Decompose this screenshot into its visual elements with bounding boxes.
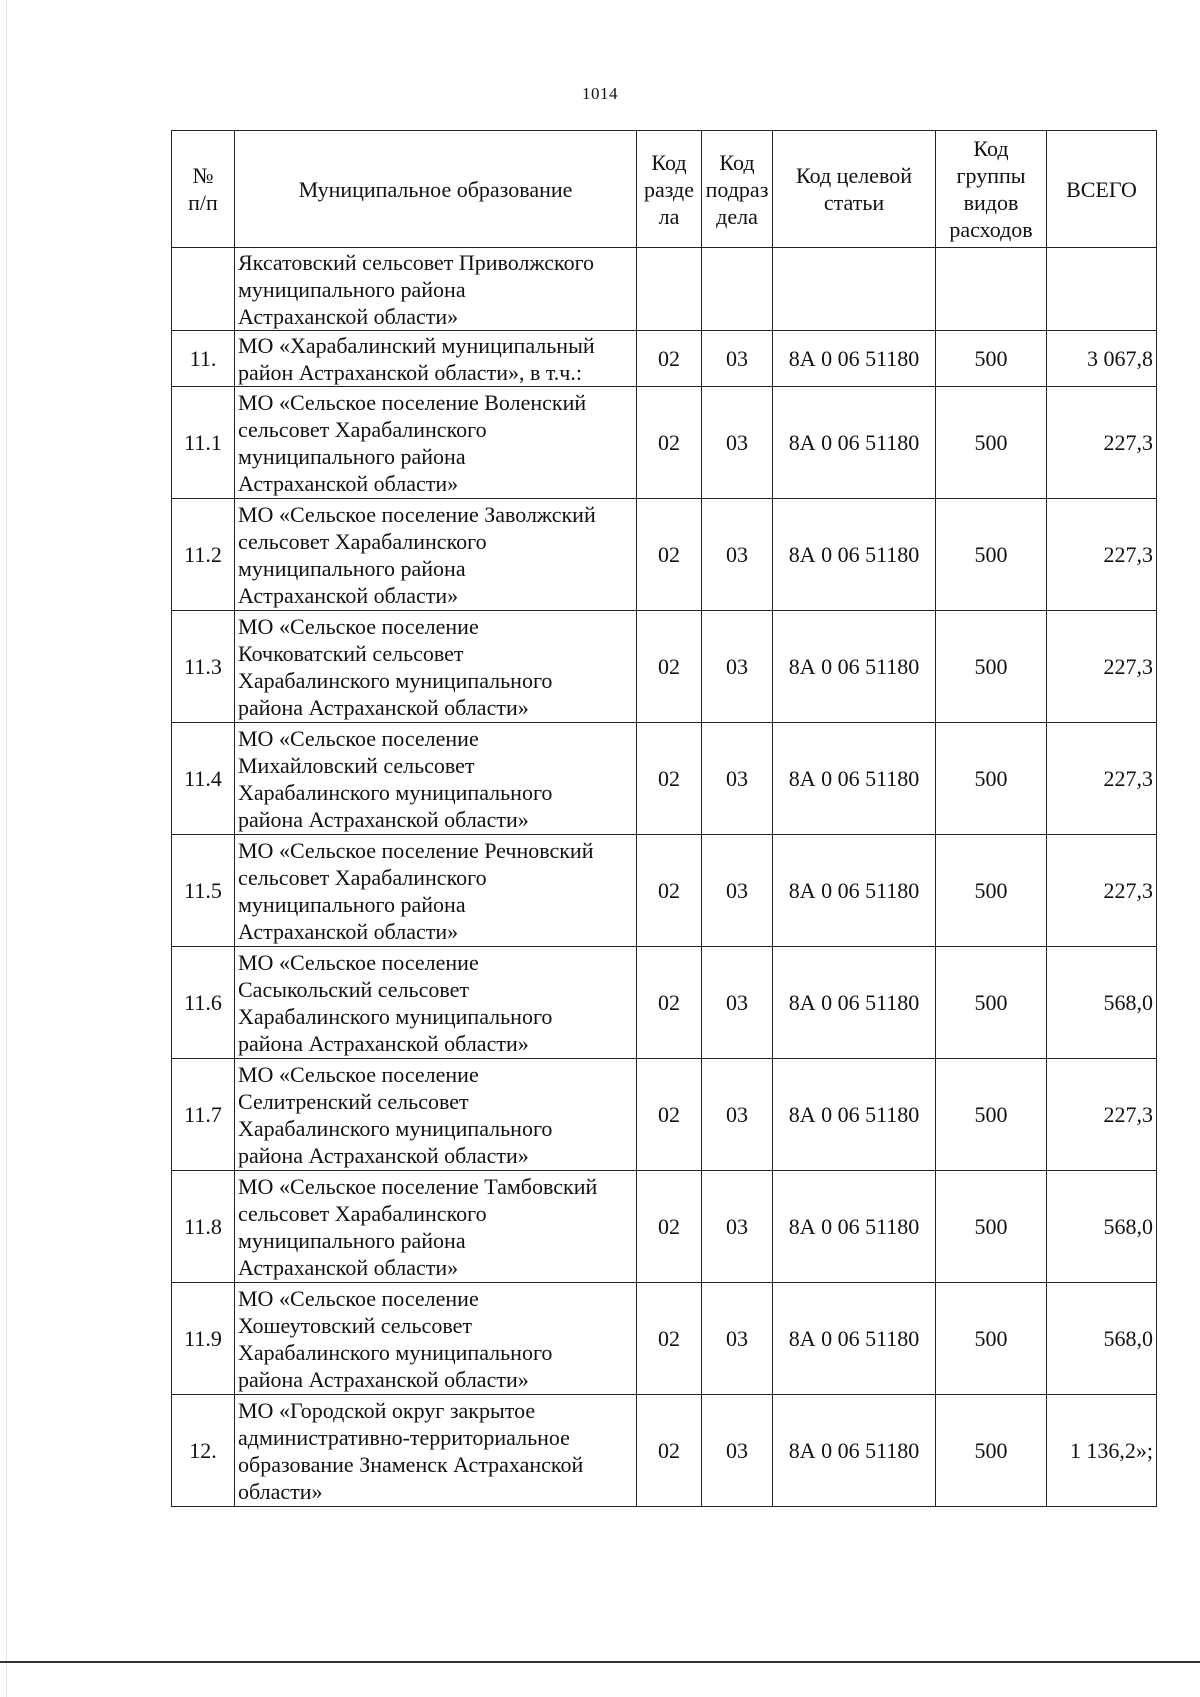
municipality-name: [235, 499, 637, 611]
header-subsection: [702, 131, 773, 248]
municipality-name-line: Яксатовский сельсовет Приволжского: [238, 249, 595, 275]
subsection-code: 03: [702, 835, 773, 947]
municipality-name-line: административно-территориальное: [238, 1424, 570, 1450]
municipality-name: [235, 1283, 637, 1395]
expense-group-code: 500: [936, 611, 1047, 723]
municipality-name-line: Селитренский сельсовет: [238, 1088, 469, 1114]
table-row: [172, 499, 1157, 611]
table-header-row: [172, 131, 1157, 248]
subsection-code: 03: [702, 387, 773, 499]
subsection-code: 03: [702, 1395, 773, 1507]
municipality-name-line: МО «Сельское поселение: [238, 949, 479, 975]
municipality-name-line: муниципального района: [238, 443, 466, 469]
municipality-name-line: области»: [238, 1478, 323, 1504]
expense-group-code: 500: [936, 947, 1047, 1059]
municipality-name-line: района Астраханской области»: [238, 1366, 529, 1392]
table-row: [172, 1059, 1157, 1171]
row-number: 11.7: [172, 1059, 235, 1171]
municipality-name-line: Харабалинского муниципального: [238, 1115, 553, 1141]
target-code: 8А 0 06 51180: [773, 947, 936, 1059]
table-row: [172, 1395, 1157, 1507]
header-expense-group-line3: видов: [963, 190, 1019, 215]
municipality-name-line: МО «Сельское поселение Заволжский: [238, 501, 596, 527]
total-amount: 227,3: [1047, 499, 1157, 611]
subsection-code: 03: [702, 611, 773, 723]
municipality-name-line: муниципального района: [238, 891, 466, 917]
header-expense-group: [936, 131, 1047, 248]
municipality-name-line: МО «Сельское поселение Речновский: [238, 837, 594, 863]
header-target-line2: статьи: [823, 190, 885, 215]
municipality-name-line: района Астраханской области»: [238, 806, 529, 832]
municipality-name-line: МО «Сельское поселение Тамбовский: [238, 1173, 598, 1199]
section-code: 02: [637, 1059, 702, 1171]
section-code: 02: [637, 611, 702, 723]
total-amount: 568,0: [1047, 1283, 1157, 1395]
subsection-code: 03: [702, 947, 773, 1059]
expense-group-code: 500: [936, 1395, 1047, 1507]
municipality-name-line: Астраханской области»: [238, 918, 459, 944]
expense-group-code: 500: [936, 723, 1047, 835]
section-code: 02: [637, 835, 702, 947]
municipality-name-line: сельсовет Харабалинского: [238, 528, 487, 554]
target-code: 8А 0 06 51180: [773, 499, 936, 611]
municipality-name: [235, 611, 637, 723]
subsection-code: [702, 248, 773, 331]
municipality-name-line: Астраханской области»: [238, 470, 459, 496]
municipality-name: [235, 835, 637, 947]
municipality-name: [235, 248, 637, 331]
municipality-name: [235, 723, 637, 835]
section-code: 02: [637, 331, 702, 387]
expense-group-code: 500: [936, 1283, 1047, 1395]
header-num-line1: №: [192, 163, 214, 188]
header-target: [773, 131, 936, 248]
header-section: [637, 131, 702, 248]
municipality-name: [235, 1395, 637, 1507]
municipality-name-line: района Астраханской области»: [238, 1030, 529, 1056]
municipality-name-line: МО «Харабалинский муниципальный: [238, 332, 595, 358]
municipality-name-line: МО «Городской округ закрытое: [238, 1397, 536, 1423]
municipality-name-line: Харабалинского муниципального: [238, 779, 553, 805]
header-expense-group-line2: группы: [956, 163, 1026, 188]
municipality-name-line: МО «Сельское поселение Воленский: [238, 389, 587, 415]
subsection-code: 03: [702, 723, 773, 835]
total-amount: 227,3: [1047, 611, 1157, 723]
municipality-name-line: сельсовет Харабалинского: [238, 1200, 487, 1226]
municipality-name: [235, 1059, 637, 1171]
row-number: 11.9: [172, 1283, 235, 1395]
row-number: 11.5: [172, 835, 235, 947]
municipality-name-line: муниципального района: [238, 555, 466, 581]
target-code: 8А 0 06 51180: [773, 1059, 936, 1171]
municipality-name-line: сельсовет Харабалинского: [238, 864, 487, 890]
expense-group-code: 500: [936, 499, 1047, 611]
target-code: 8А 0 06 51180: [773, 1171, 936, 1283]
municipality-name: [235, 1171, 637, 1283]
municipality-name: [235, 947, 637, 1059]
municipality-name-line: Астраханской области»: [238, 303, 459, 329]
expense-group-code: 500: [936, 1171, 1047, 1283]
header-section-line1: Код: [651, 149, 687, 175]
municipality-name-line: район Астраханской области», в т.ч.:: [238, 359, 582, 385]
table-body: [172, 248, 1157, 1507]
subsection-code: 03: [702, 1283, 773, 1395]
municipality-name-line: муниципального района: [238, 1227, 466, 1253]
total-amount: 1 136,2»;: [1047, 1395, 1157, 1507]
subsection-code: 03: [702, 331, 773, 387]
municipality-name-line: Астраханской области»: [238, 1254, 459, 1280]
target-code: 8А 0 06 51180: [773, 387, 936, 499]
target-code: 8А 0 06 51180: [773, 835, 936, 947]
row-number: 11.3: [172, 611, 235, 723]
total-amount: 227,3: [1047, 835, 1157, 947]
header-num: [172, 131, 235, 248]
row-number: 11.4: [172, 723, 235, 835]
header-expense-group-line1: Код: [973, 136, 1009, 161]
municipality-name-line: образование Знаменск Астраханской: [238, 1451, 584, 1477]
table-row: [172, 835, 1157, 947]
target-code: 8А 0 06 51180: [773, 611, 936, 723]
row-number: 11.1: [172, 387, 235, 499]
scan-margin-line: [6, 0, 7, 1697]
header-section-line3: ла: [658, 203, 680, 229]
total-amount: 227,3: [1047, 387, 1157, 499]
municipality-name-line: Сасыкольский сельсовет: [238, 976, 469, 1002]
table-row: [172, 331, 1157, 387]
header-target-line1: Код целевой: [796, 163, 912, 188]
expense-group-code: 500: [936, 835, 1047, 947]
target-code: 8А 0 06 51180: [773, 331, 936, 387]
municipality-name-line: муниципального района: [238, 276, 466, 302]
budget-table: [171, 130, 1157, 1507]
municipality-name-line: МО «Сельское поселение: [238, 1285, 479, 1311]
header-total: ВСЕГО: [1047, 131, 1157, 248]
municipality-name-line: Кочковатский сельсовет: [238, 640, 464, 666]
municipality-name-line: Астраханской области»: [238, 582, 459, 608]
table-row: [172, 248, 1157, 331]
municipality-name-line: МО «Сельское поселение: [238, 1061, 479, 1087]
municipality-name-line: Харабалинского муниципального: [238, 1339, 553, 1365]
row-number: 11.2: [172, 499, 235, 611]
municipality-name: [235, 331, 637, 387]
target-code: 8А 0 06 51180: [773, 1283, 936, 1395]
section-code: 02: [637, 723, 702, 835]
section-code: 02: [637, 1283, 702, 1395]
header-num-line2: п/п: [188, 190, 218, 215]
expense-group-code: 500: [936, 1059, 1047, 1171]
section-code: 02: [637, 947, 702, 1059]
section-code: [637, 248, 702, 331]
municipality-name-line: МО «Сельское поселение: [238, 613, 479, 639]
municipality-name-line: Харабалинского муниципального: [238, 667, 553, 693]
total-amount: [1047, 248, 1157, 331]
municipality-name-line: МО «Сельское поселение: [238, 725, 479, 751]
section-code: 02: [637, 387, 702, 499]
municipality-name-line: Михайловский сельсовет: [238, 752, 475, 778]
page-number: 1014: [582, 84, 618, 103]
section-code: 02: [637, 499, 702, 611]
table-row: [172, 1171, 1157, 1283]
header-section-line2: разде: [643, 176, 694, 202]
table-row: [172, 387, 1157, 499]
expense-group-code: 500: [936, 331, 1047, 387]
expense-group-code: [936, 248, 1047, 331]
target-code: 8А 0 06 51180: [773, 1395, 936, 1507]
subsection-code: 03: [702, 1059, 773, 1171]
row-number: [172, 248, 235, 331]
header-name: Муниципальное образование: [235, 131, 637, 248]
municipality-name-line: Хошеутовский сельсовет: [238, 1312, 472, 1338]
municipality-name-line: сельсовет Харабалинского: [238, 416, 487, 442]
row-number: 11.8: [172, 1171, 235, 1283]
section-code: 02: [637, 1171, 702, 1283]
header-expense-group-line4: расходов: [949, 217, 1033, 242]
row-number: 11.6: [172, 947, 235, 1059]
table-row: [172, 947, 1157, 1059]
municipality-name: [235, 387, 637, 499]
municipality-name-line: района Астраханской области»: [238, 694, 529, 720]
header-subsection-line1: Код: [719, 149, 755, 175]
row-number: 11.: [172, 331, 235, 387]
total-amount: 227,3: [1047, 723, 1157, 835]
scan-bottom-line: [0, 1661, 1200, 1663]
subsection-code: 03: [702, 1171, 773, 1283]
table-row: [172, 723, 1157, 835]
expense-group-code: 500: [936, 387, 1047, 499]
subsection-code: 03: [702, 499, 773, 611]
table-row: [172, 611, 1157, 723]
total-amount: 568,0: [1047, 947, 1157, 1059]
total-amount: 568,0: [1047, 1171, 1157, 1283]
table-row: [172, 1283, 1157, 1395]
section-code: 02: [637, 1395, 702, 1507]
row-number: 12.: [172, 1395, 235, 1507]
total-amount: 3 067,8: [1047, 331, 1157, 387]
municipality-name-line: Харабалинского муниципального: [238, 1003, 553, 1029]
header-subsection-line3: дела: [716, 203, 758, 229]
target-code: [773, 248, 936, 331]
total-amount: 227,3: [1047, 1059, 1157, 1171]
municipality-name-line: района Астраханской области»: [238, 1142, 529, 1168]
target-code: 8А 0 06 51180: [773, 723, 936, 835]
header-subsection-line2: подраз: [705, 176, 769, 202]
